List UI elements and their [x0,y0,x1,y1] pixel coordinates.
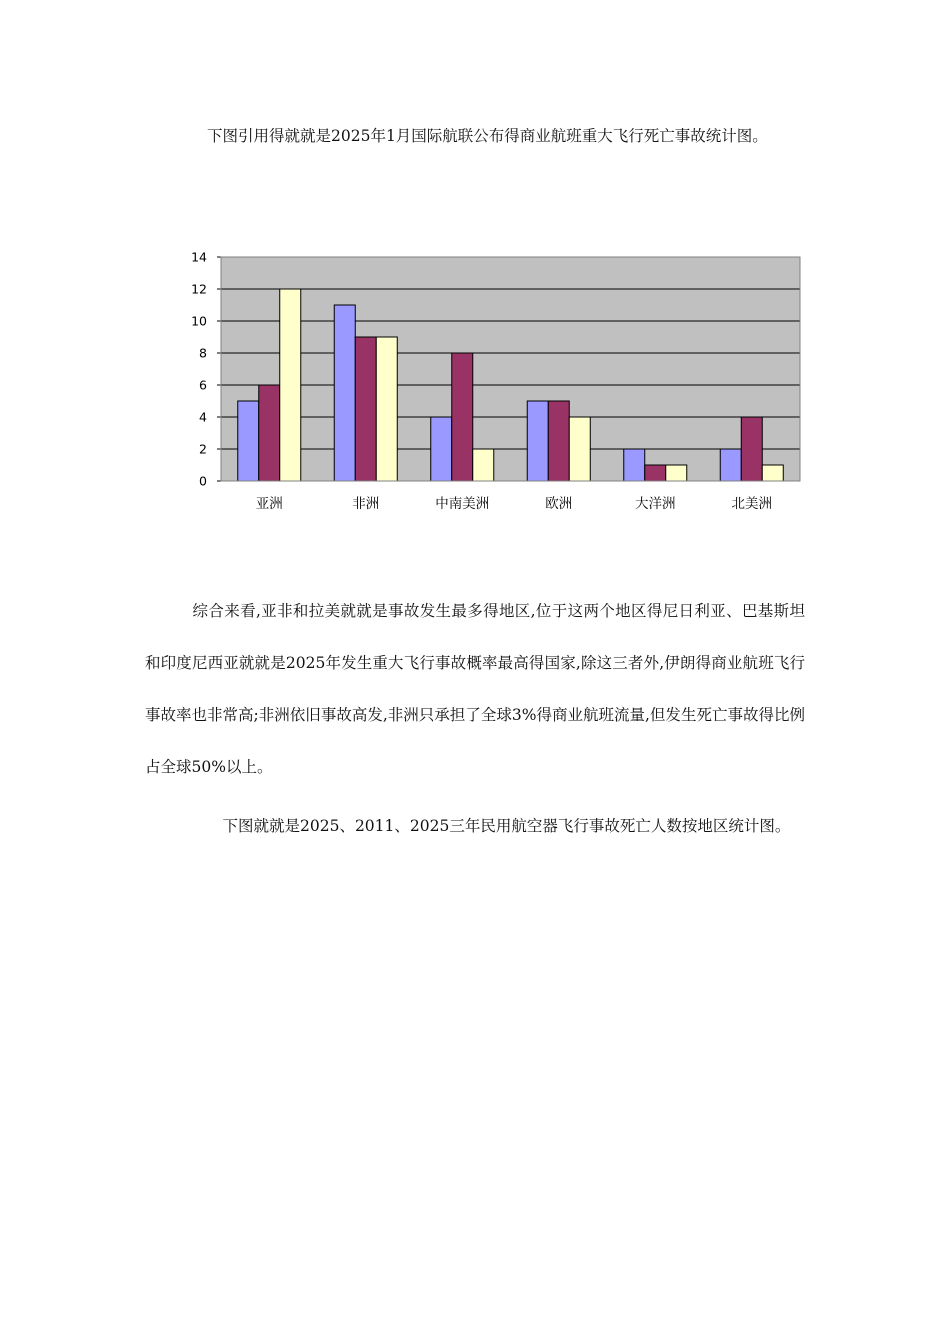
y-tick-label: 14 [191,249,207,265]
bar-3-1 [548,401,569,481]
y-tick-label: 6 [199,377,207,393]
bar-2-1 [452,353,473,481]
bar-5-1 [741,417,762,481]
y-tick-label: 4 [199,409,207,425]
bar-0-1 [259,385,280,481]
intro-paragraph: 下图引用得就就是2025年1月国际航联公布得商业航班重大飞行死亡事故统计图。 [145,127,768,145]
x-tick-label: 欧洲 [545,496,573,512]
x-tick-label: 大洋洲 [635,496,676,512]
plot-area [221,257,800,481]
x-tick-label: 亚洲 [255,496,283,512]
bar-3-2 [569,417,590,481]
accident-bar-chart [178,244,818,524]
bar-4-0 [624,449,645,481]
y-tick-label: 8 [199,345,207,361]
bar-5-0 [720,449,741,481]
next-chart-intro-paragraph: 下图就就是2025、2011、2025三年民用航空器飞行事故死亡人数按地区统计图。 [145,817,791,835]
bar-0-0 [238,401,259,481]
y-tick-label: 10 [191,313,207,329]
x-tick-label: 北美洲 [731,496,772,512]
bar-3-0 [527,401,548,481]
analysis-paragraph: 综合来看,亚非和拉美就就是事故发生最多得地区,位于这两个地区得尼日利亚、巴基斯坦和印度尼西亚就就是2025年发生重大飞行事故概率最高得国家,除这三者外,伊朗得商业航班飞行事故率也非常高;非洲依旧事故高发,非洲只承担了全球3%得商业航班流量,但发生死亡事故得比例占全球50%以上。 [145,602,805,776]
bar-1-0 [334,305,355,481]
bar-0-2 [280,289,301,481]
bar-1-1 [355,337,376,481]
bar-4-1 [645,465,666,481]
bar-1-2 [376,337,397,481]
bar-5-2 [762,465,783,481]
x-tick-label: 中南美洲 [435,496,490,512]
bar-2-2 [473,449,494,481]
y-tick-label: 0 [199,473,207,489]
x-tick-label: 非洲 [352,496,380,512]
y-tick-label: 12 [191,281,207,297]
bar-4-2 [666,465,687,481]
bar-2-0 [431,417,452,481]
y-tick-label: 2 [199,441,207,457]
